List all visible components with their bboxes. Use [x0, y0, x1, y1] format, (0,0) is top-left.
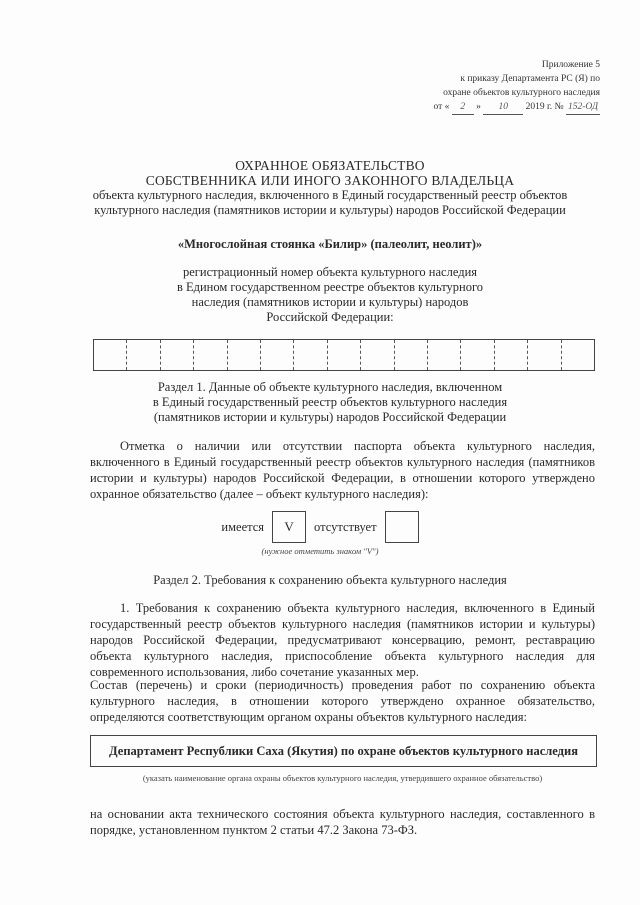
department-name: Департамент Республики Саха (Якутия) по охране объектов культурного наследия	[109, 743, 578, 758]
title-line-1: ОХРАННОЕ ОБЯЗАТЕЛЬСТВО	[235, 158, 425, 173]
reg-cell	[127, 340, 160, 370]
reg-cell	[94, 340, 127, 370]
doc-number: 152-ОД	[566, 100, 600, 115]
section-1-line-2: в Единый государственный реестр объектов культурного наследия	[152, 395, 508, 409]
date-mid: »	[476, 102, 481, 112]
registration-line-3: наследия (памятников истории и культуры) народов	[191, 295, 469, 309]
date-month: 10	[483, 100, 523, 115]
org-hint: (указать наименование органа охраны объектов культурного наследия, утвердившего охранное обязательство)	[142, 773, 543, 783]
mark-hint: (нужное отметить знаком "V")	[261, 546, 379, 556]
passport-presence	[0, 511, 640, 543]
appendix-line-1: Приложение 5	[541, 60, 600, 70]
reg-cell	[528, 340, 561, 370]
reg-cell	[228, 340, 261, 370]
appendix-line-2: к приказу Департамента РС (Я) по	[460, 74, 600, 84]
title-line-2: СОБСТВЕННИКА ИЛИ ИНОГО ЗАКОННОГО ВЛАДЕЛЬЦА	[145, 173, 515, 188]
document-title	[60, 158, 600, 218]
reg-cell	[461, 340, 494, 370]
section-1-line-1: Раздел 1. Данные об объекте культурного наследия, включенном	[157, 380, 503, 394]
registration-line-4: Российской Федерации:	[266, 310, 394, 324]
section-1-line-3: (памятников истории и культуры) народов Российской Федерации	[153, 410, 507, 424]
reg-cell	[495, 340, 528, 370]
reg-cell	[294, 340, 327, 370]
appendix-header	[360, 58, 600, 115]
exists-checkbox[interactable]: V	[272, 511, 306, 543]
reg-cell	[161, 340, 194, 370]
composition-paragraph: Состав (перечень) и сроки (периодичность) проведения работ по сохранению объекта культурного наследия, в отношении которого утверждено охранное обязательство, определяются соответствующим органом охраны объектов культурного наследия:	[90, 678, 595, 724]
section-2-heading: Раздел 2. Требования к сохранению объекта культурного наследия	[153, 573, 507, 587]
date-day: 2	[452, 100, 474, 115]
absent-label: отсутствует	[314, 519, 377, 534]
reg-cell	[562, 340, 594, 370]
registration-label	[60, 265, 600, 325]
reg-cell	[328, 340, 361, 370]
date-prefix: от «	[433, 102, 450, 112]
appendix-line-3: охране объектов культурного наследия	[443, 88, 600, 98]
absent-checkbox[interactable]	[385, 511, 419, 543]
exists-label: имеется	[221, 519, 265, 534]
section-1-heading	[60, 380, 600, 425]
title-line-3: объекта культурного наследия, включенного в Единый государственный реестр объектов	[92, 188, 568, 202]
basis-paragraph: на основании акта технического состояния объекта культурного наследия, составленного в порядке, установленном пунктом 2 статьи 47.2 Закона 73-ФЗ.	[90, 807, 595, 837]
reg-cell	[361, 340, 394, 370]
requirements-paragraph: 1. Требования к сохранению объекта культурного наследия, включенного в Единый государственный реестр объектов культурного наследия (памятников истории и культуры) народов Российской Федерации, предусматривают консервацию, ремонт, реставрацию объекта культурного наследия, приспособление объекта культурного наследия для современного использования, либо сочетание указанных мер.	[90, 601, 595, 679]
reg-cell	[261, 340, 294, 370]
object-name: «Многослойная стоянка «Билир» (палеолит, неолит)»	[177, 237, 483, 251]
date-year: 2019 г. №	[525, 102, 564, 112]
passport-paragraph: Отметка о наличии или отсутствии паспорта объекта культурного наследия, включенного в Единый государственный реестр объектов культурного наследия (памятников истории и культуры) народов Российской Федерации, в отношении которого утверждено охранное обязательство (далее – объект культурного наследия):	[90, 439, 595, 501]
reg-cell	[428, 340, 461, 370]
registration-line-2: в Едином государственном реестре объектов культурного	[176, 280, 484, 294]
reg-cell	[194, 340, 227, 370]
appendix-date-line	[360, 100, 600, 115]
department-field[interactable]	[90, 735, 597, 767]
registration-number-grid	[93, 339, 595, 371]
registration-line-1: регистрационный номер объекта культурного наследия	[182, 265, 478, 279]
title-line-4: культурного наследия (памятников истории и культуры) народов Российской Федерации	[94, 203, 566, 217]
reg-cell	[395, 340, 428, 370]
